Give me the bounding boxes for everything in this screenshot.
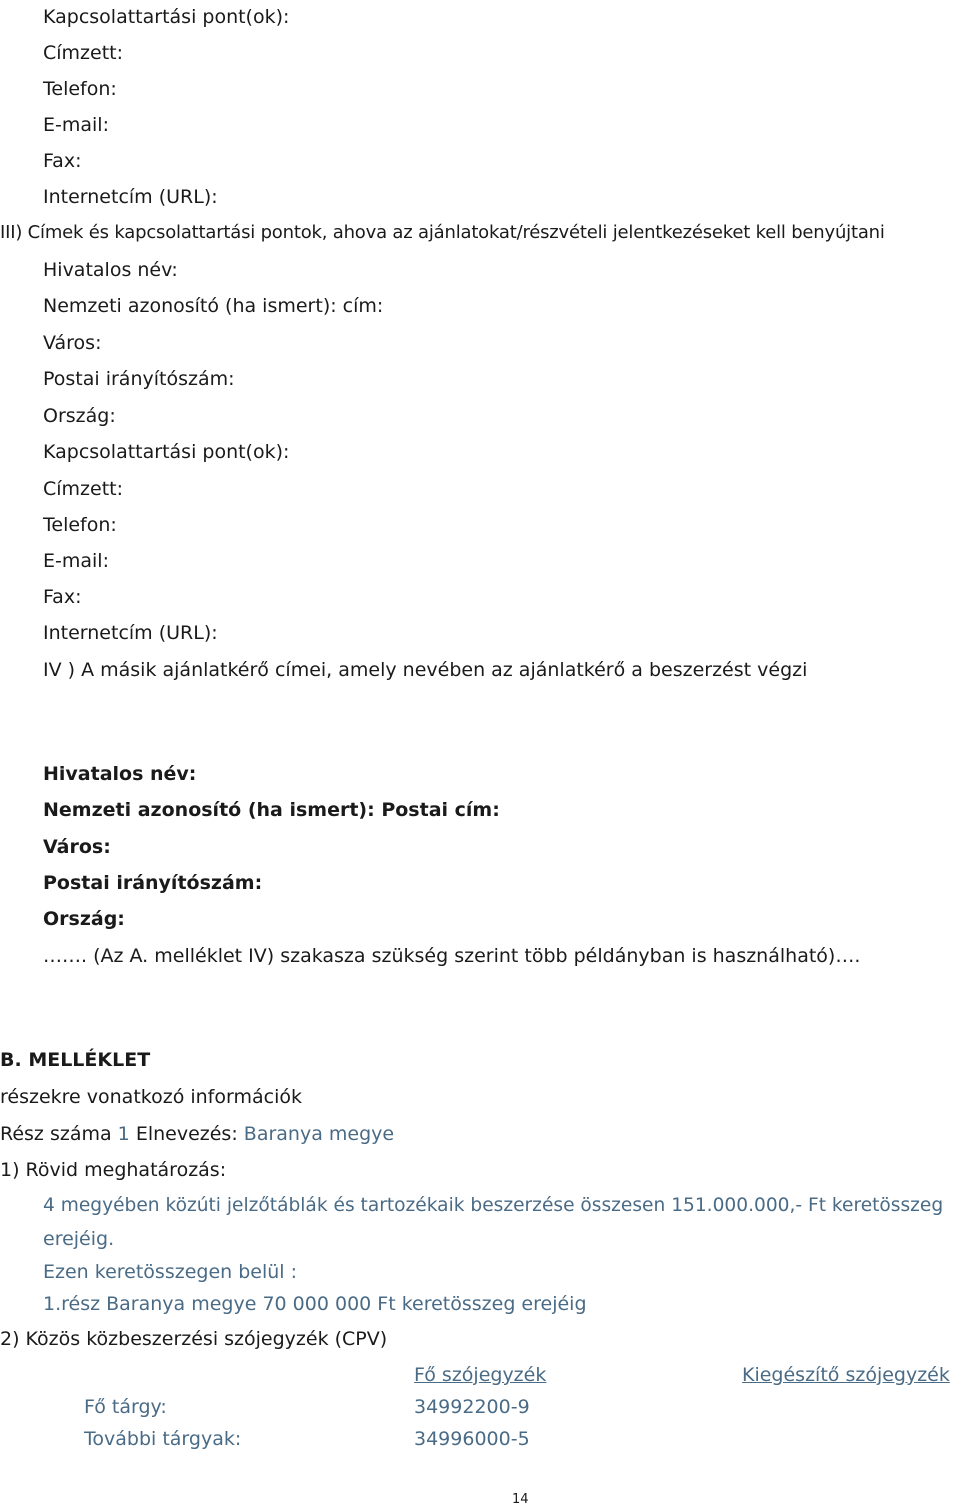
main-object-label: Fő tárgy: — [84, 1396, 167, 1418]
addressee-label: Címzett: — [43, 478, 124, 500]
desc-line-1: 4 megyében közúti jelzőtáblák és tartozékaik beszerzése összesen 151.000.000,- Ft keretösszeg — [43, 1195, 944, 1216]
phone-label: Telefon: — [43, 514, 117, 536]
short-desc-label: 1) Rövid meghatározás: — [0, 1159, 227, 1181]
contact-points-label: Kapcsolattartási pont(ok): — [43, 441, 290, 463]
section-iii-heading: III) Címek és kapcsolattartási pontok, ahova az ajánlatokat/részvételi jelentkezéseket kell benyújtani — [0, 222, 885, 243]
city-label: Város: — [43, 332, 102, 354]
official-name-label: Hivatalos név: — [43, 763, 197, 785]
part-number: 1 — [117, 1123, 130, 1145]
country-label: Ország: — [43, 405, 116, 427]
national-id-label: Nemzeti azonosító (ha ismert): cím: — [43, 295, 384, 317]
postal-code-label: Postai irányítószám: — [43, 368, 235, 390]
desc-line-4: 1.rész Baranya megye 70 000 000 Ft keretösszeg erejéig — [43, 1293, 587, 1315]
cpv-main-header: Fő szójegyzék — [414, 1364, 547, 1386]
desc-line-2: erejéig. — [43, 1228, 115, 1250]
annex-b-subtitle: részekre vonatkozó információk — [0, 1086, 302, 1108]
url-label: Internetcím (URL): — [43, 622, 218, 644]
section-iv-heading: IV ) A másik ajánlatkérő címei, amely nevében az ajánlatkérő a beszerzést végzi — [43, 659, 808, 681]
country-label: Ország: — [43, 908, 125, 930]
postal-code-label: Postai irányítószám: — [43, 872, 263, 894]
main-object-code: 34992200-9 — [414, 1396, 530, 1418]
national-id-label: Nemzeti azonosító (ha ismert): Postai cím: — [43, 799, 500, 821]
email-label: E-mail: — [43, 114, 109, 136]
cpv-supplementary-header: Kiegészítő szójegyzék — [742, 1364, 950, 1386]
annex-b-title: B. MELLÉKLET — [0, 1049, 151, 1071]
email-label: E-mail: — [43, 550, 109, 572]
name-label: Elnevezés: — [135, 1123, 238, 1145]
part-line — [0, 1122, 394, 1146]
city-label: Város: — [43, 836, 111, 858]
page-number: 14 — [512, 1492, 529, 1507]
fax-label: Fax: — [43, 150, 82, 172]
cpv-label: 2) Közös közbeszerzési szójegyzék (CPV) — [0, 1328, 388, 1350]
additional-objects-code: 34996000-5 — [414, 1428, 530, 1450]
contact-points-label: Kapcsolattartási pont(ok): — [43, 6, 290, 28]
usage-note: ……. (Az A. melléklet IV) szakasza szükség szerint több példányban is használható)…. — [43, 945, 861, 967]
phone-label: Telefon: — [43, 78, 117, 100]
official-name-label: Hivatalos név: — [43, 259, 178, 281]
desc-line-3: Ezen keretösszegen belül : — [43, 1261, 298, 1283]
fax-label: Fax: — [43, 586, 82, 608]
addressee-label: Címzett: — [43, 42, 124, 64]
part-label: Rész száma — [0, 1123, 112, 1145]
name-value: Baranya megye — [243, 1123, 395, 1145]
url-label: Internetcím (URL): — [43, 186, 218, 208]
additional-objects-label: További tárgyak: — [84, 1428, 242, 1450]
